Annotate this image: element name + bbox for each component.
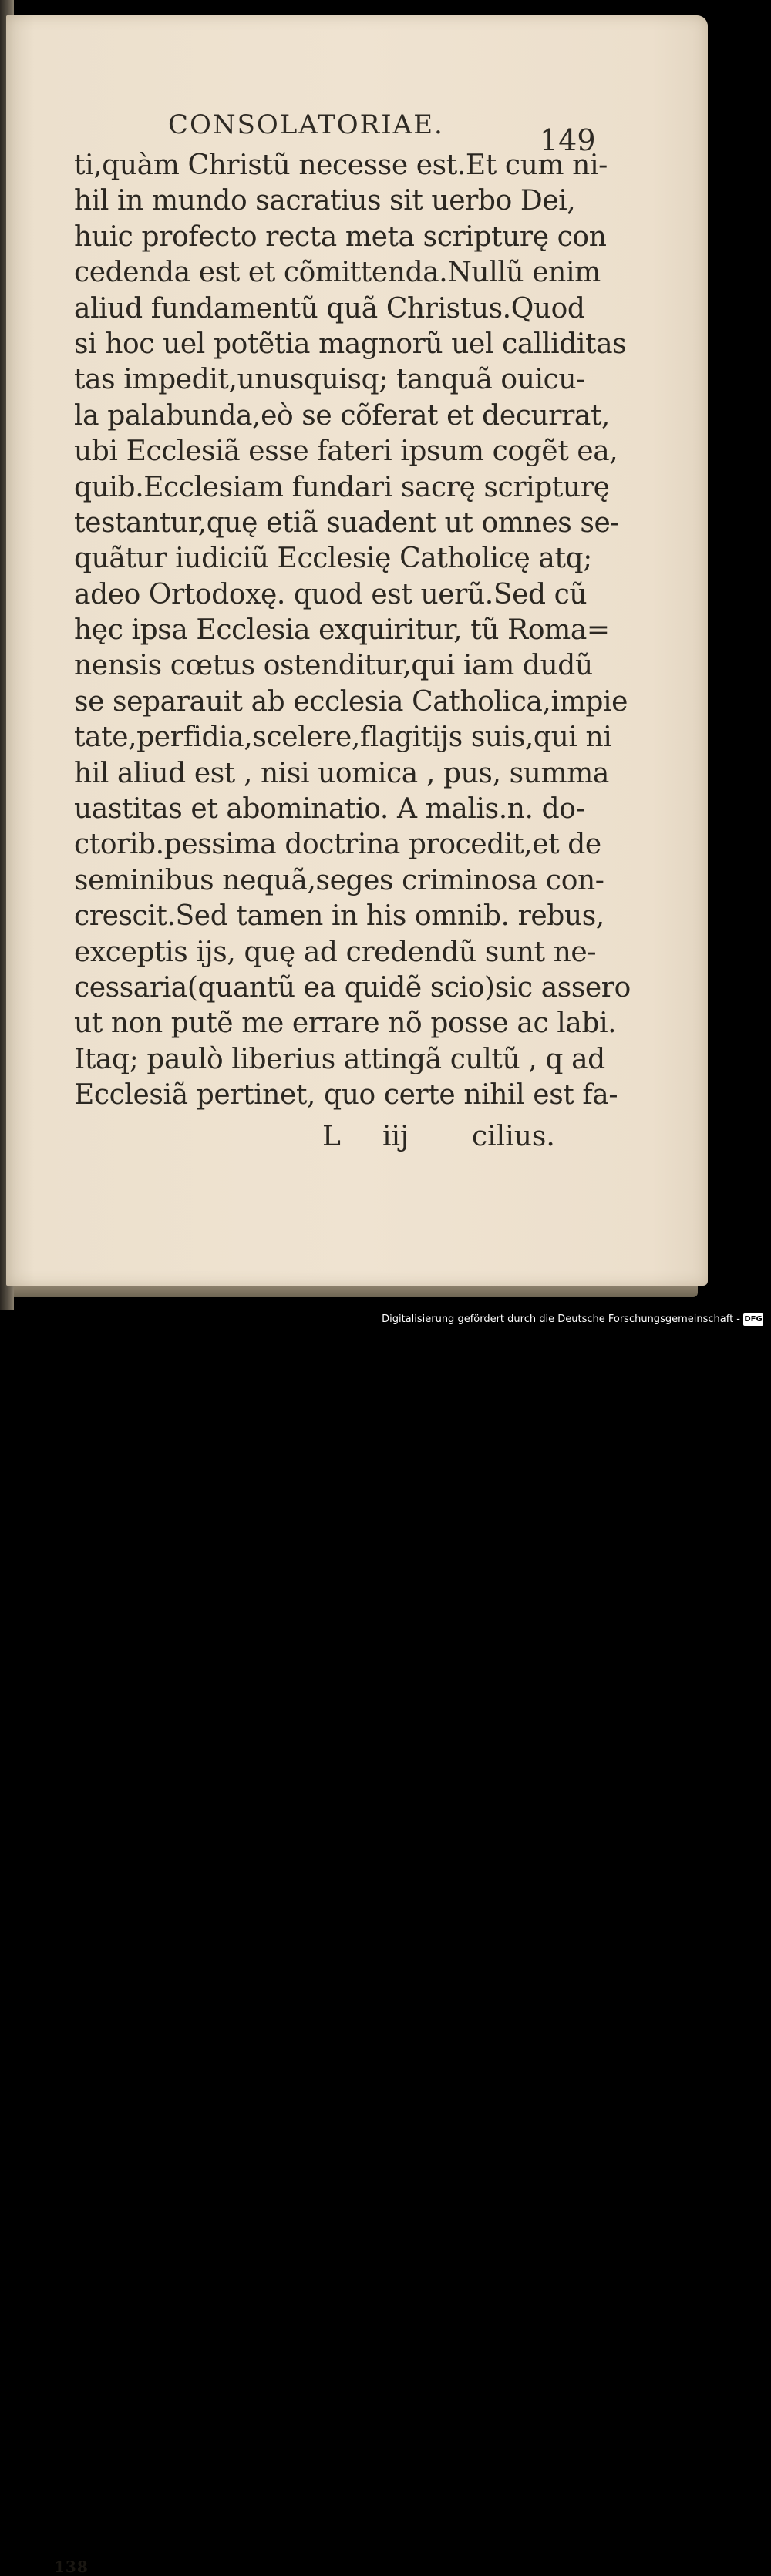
text-line: ctorib.pessima doctrina procedit,et de xyxy=(74,829,601,861)
text-line: testantur,quę etiã suadent ut omnes se- xyxy=(74,506,620,539)
text-line: huic profecto recta meta scripturę con xyxy=(74,220,607,253)
text-line: la palabunda,eò se cõferat et decurrat, xyxy=(74,399,611,432)
running-head: CONSOLATORIAE. xyxy=(168,109,444,140)
text-line: cessaria(quantũ ea quidẽ scio)sic assero xyxy=(74,971,631,1004)
text-line: crescit.Sed tamen in his omnib. rebus, xyxy=(74,900,604,933)
text-block xyxy=(74,148,629,1114)
catchword: cilius. xyxy=(472,1121,555,1152)
signature-number: iij xyxy=(382,1121,409,1152)
text-line: nensis cœtus ostenditur,qui iam dudũ xyxy=(74,650,593,682)
text-line: ubi Ecclesiã esse fateri ipsum cogẽt ea, xyxy=(74,435,618,468)
text-line: exceptis ijs, quę ad credendũ sunt ne- xyxy=(74,936,597,968)
text-line: hil in mundo sacratius sit uerbo Dei, xyxy=(74,185,576,217)
text-line: ti,quàm Christũ necesse est.Et cum ni- xyxy=(74,150,608,181)
text-line: quib.Ecclesiam fundari sacrę scripturę xyxy=(74,471,610,503)
page-number: 149 xyxy=(540,123,596,157)
book-page xyxy=(6,15,708,1286)
funding-credit: Digitalisierung gefördert durch die Deutsche Forschungsgemeinschaft - xyxy=(382,1313,740,1325)
signature-line xyxy=(6,1121,708,1159)
text-line: uastitas et abominatio. A malis.n. do- xyxy=(74,793,585,826)
dfg-logo-icon: DFG xyxy=(743,1313,763,1326)
signature-mark: L xyxy=(322,1121,341,1152)
credit-bar xyxy=(0,1310,771,1330)
text-line: hęc ipsa Ecclesia exquiritur, tũ Roma= xyxy=(74,614,610,647)
text-line: quãtur iudiciũ Ecclesię Catholicę atq; xyxy=(74,543,592,575)
text-line: hil aliud est , nisi uomica , pus, summa xyxy=(74,757,609,789)
text-line: Itaq; paulò liberius attingã cultũ , q ad xyxy=(74,1043,605,1075)
text-line: seminibus nequã,seges criminosa con- xyxy=(74,864,604,896)
text-line: tas impedit,unusquisq; tanquã ouicu- xyxy=(74,364,585,396)
underlying-page-folio: 138 xyxy=(54,2558,89,2576)
text-line: cedenda est et cõmittenda.Nullũ enim xyxy=(74,257,601,289)
text-line: Ecclesiã pertinet, quo certe nihil est fa- xyxy=(74,1079,618,1111)
text-line: aliud fundamentũ quã Christus.Quod xyxy=(74,292,585,325)
text-line: se separauit ab ecclesia Catholica,impie xyxy=(74,685,628,718)
text-line: si hoc uel potẽtia magnorũ uel calliditas xyxy=(74,328,627,360)
text-line: adeo Ortodoxę. quod est uerũ.Sed cũ xyxy=(74,578,588,610)
text-line: ut non putẽ me errare nõ posse ac labi. xyxy=(74,1007,617,1040)
text-line: tate,perfidia,scelere,flagitijs suis,qui ni xyxy=(74,721,612,754)
